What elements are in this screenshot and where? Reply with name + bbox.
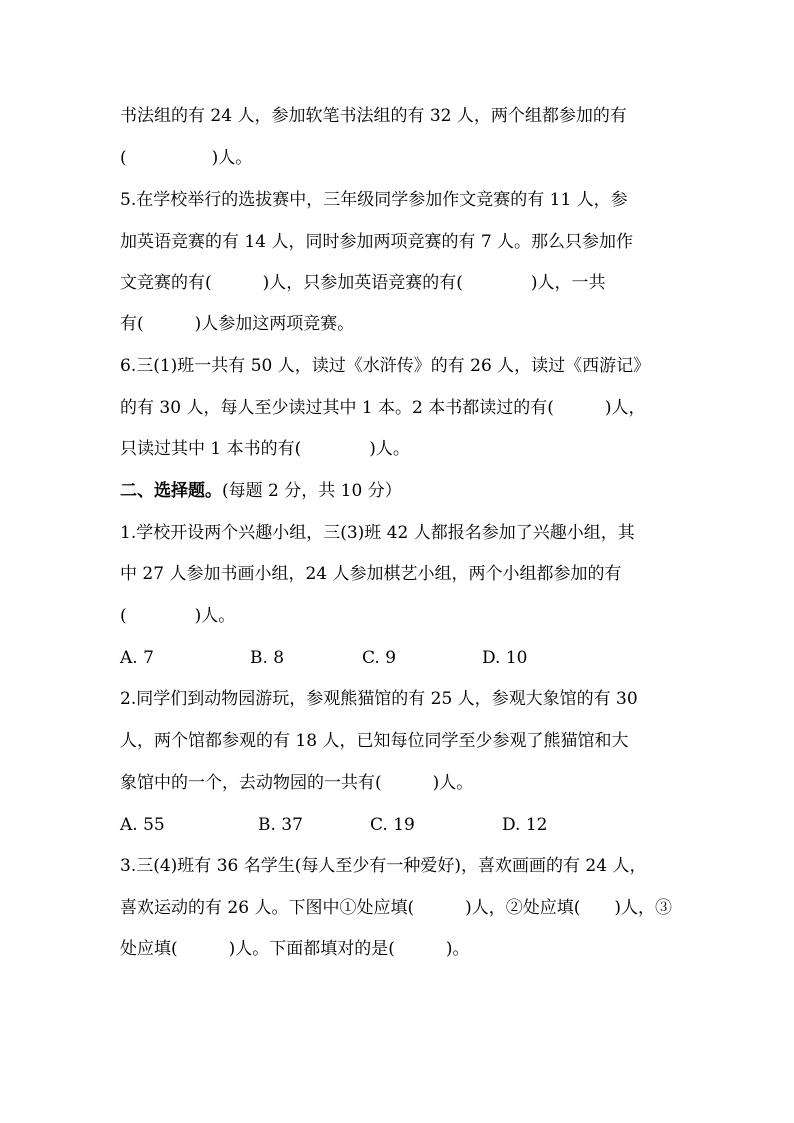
q5-text-line-2: 加英语竞赛的有 14 人，同时参加两项竞赛的有 7 人。那么只参加作 <box>120 232 634 252</box>
q4-text-line-2: ( )人。 <box>120 148 253 168</box>
q5-text-line-4: 有( )人参加这两项竞赛。 <box>120 314 355 334</box>
mc2-option-a: A. 55 <box>120 815 165 835</box>
mc2-option-b: B. 37 <box>258 815 303 835</box>
section-2-heading: 二、选择题。 <box>120 481 222 501</box>
mc3-text-line-2: 喜欢运动的有 26 人。下图中①处应填( )人，②处应填( )人，③ <box>120 898 672 918</box>
mc2-text-line-1: 2.同学们到动物园游玩，参观熊猫馆的有 25 人，参观大象馆的有 30 <box>120 689 638 709</box>
section-2-header <box>120 483 402 500</box>
q5-text-line-3: 文竞赛的有( )人，只参加英语竞赛的有( )人，一共 <box>120 273 606 293</box>
mc1-text-line-1: 1.学校开设两个兴趣小组，三(3)班 42 人都报名参加了兴趣小组，其 <box>120 523 635 543</box>
mc1-text-line-3: ( )人。 <box>120 606 236 626</box>
mc1-option-c: C. 9 <box>362 648 397 668</box>
q4-text-line-1: 书法组的有 24 人，参加软笔书法组的有 32 人，两个组都参加的有 <box>120 106 627 126</box>
mc1-option-b: B. 8 <box>250 648 285 668</box>
mc2-option-c: C. 19 <box>370 815 415 835</box>
q6-text-line-3: 只读过其中 1 本书的有( )人。 <box>120 439 410 459</box>
q6-text-line-2: 的有 30 人，每人至少读过其中 1 本。2 本书都读过的有( )人， <box>120 398 646 418</box>
mc2-text-line-2: 人，两个馆都参观的有 18 人，已知每位同学至少参观了熊猫馆和大 <box>120 731 629 751</box>
section-2-note: (每题 2 分，共 10 分） <box>222 481 402 501</box>
q5-text-line-1: 5.在学校举行的选拔赛中，三年级同学参加作文竞赛的有 11 人，参 <box>120 190 628 210</box>
mc3-text-line-1: 3.三(4)班有 36 名学生(每人至少有一种爱好)，喜欢画画的有 24 人， <box>120 856 647 876</box>
q6-text-line-1: 6.三(1)班一共有 50 人，读过《水浒传》的有 26 人，读过《西游记》 <box>120 356 651 376</box>
mc3-text-line-3: 处应填( )人。下面都填对的是( )。 <box>120 939 470 959</box>
mc1-option-d: D. 10 <box>482 648 528 668</box>
mc2-option-d: D. 12 <box>502 815 548 835</box>
mc1-text-line-2: 中 27 人参加书画小组，24 人参加棋艺小组，两个小组都参加的有 <box>120 564 622 584</box>
mc2-text-line-3: 象馆中的一个，去动物园的一共有( )人。 <box>120 773 474 793</box>
mc1-option-a: A. 7 <box>120 648 154 668</box>
